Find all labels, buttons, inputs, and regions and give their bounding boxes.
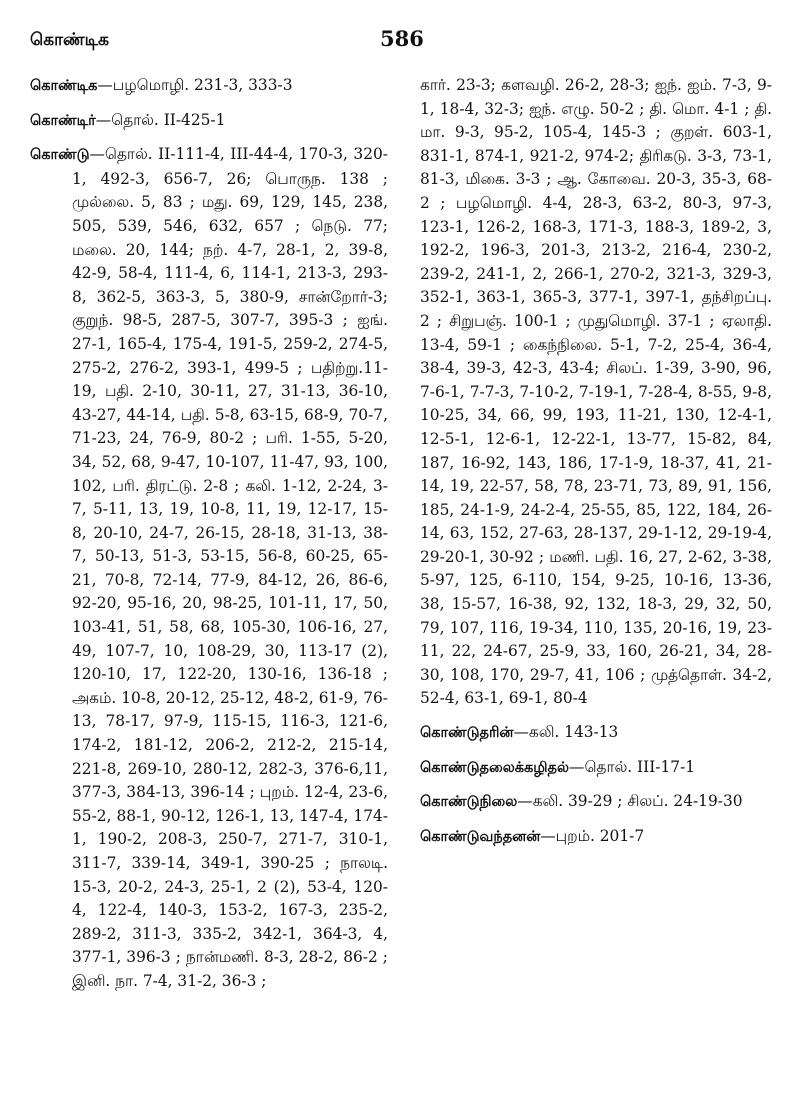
entry-dash: — bbox=[97, 76, 113, 94]
entry-references: தொல். II-111-4, III-44-4, 170-3, 320-1, 492-3, 656-7, 26; பொருந. 138 ; முல்லை. 5, 83 ; மது. 69, 129, 145, 238, 505, 539, 546, 632, 657 ; நெடு. 77; மலை. 20, 144; நற். 4-7, 28-1, 2, 39-8, 42-9, 58-4, 111-4, 6, 114-1, 213-3, 293-8, 362-5, 363-3, 5, 380-9, சான்றோர்-3; குறுந். 98-5, 287-5, 307-7, 395-3 ; ஐங். 27-1, 165-4, 175-4, 191-5, 259-2, 274-5, 275-2, 276-2, 393-1, 499-5 ; பதிற்று.11-19, பதி. 2-10, 30-11, 27, 31-13, 36-10, 43-27, 44-14, பதி. 5-8, 63-15, 68-9, 70-7, 71-23, 24, 76-9, 80-2 ; பரி. 1-55, 5-20, 34, 52, 68, 9-47, 10-107, 11-47, 93, 100, 102, பரி. திரட்டு. 2-8 ; கலி. 1-12, 2-24, 3-7, 5-11, 13, 19, 10-8, 11, 19, 12-17, 15-8, 20-10, 24-7, 26-15, 28-18, 31-13, 38-7, 50-13, 51-3, 53-15, 56-8, 60-25, 65-21, 70-8, 72-14, 77-9, 84-12, 26, 86-6, 92-20, 95-16, 20, 98-25, 101-11, 17, 50, 103-41, 51, 58, 68, 105-30, 106-16, 27, 49, 107-7, 10, 108-29, 30, 113-17 (2), 120-10, 17, 122-20, 130-16, 136-18 ; அகம். 10-8, 20-12, 25-12, 48-2, 61-9, 76-13, 78-17, 97-9, 115-15, 116-3, 121-6, 174-2, 181-12, 206-2, 212-2, 215-14, 221-8, 269-10, 280-12, 282-3, 376-6,11, 377-3, 384-13, 396-14 ; புறம். 12-4, 23-6, 55-2, 88-1, 90-12, 126-1, 13, 147-4, 174-1, 190-2, 208-3, 250-7, 271-7, 310-1, 311-7, 339-14, 349-1, 390-25 ; நாலடி. 15-3, 20-2, 24-3, 25-1, 2 (2), 53-4, 120-4, 122-4, 140-3, 153-2, 167-3, 235-2, 289-2, 311-3, 335-2, 342-1, 364-3, 4, 377-1, 396-3 ; நான்மணி. 8-3, 28-2, 86-2 ; இனி. நா. 7-4, 31-2, 36-3 ; bbox=[72, 145, 388, 990]
entry-dash: — bbox=[517, 792, 533, 811]
entry-dash: — bbox=[540, 826, 556, 845]
entry-dash: — bbox=[569, 757, 585, 776]
index-entry bbox=[420, 756, 772, 781]
entry-dash: — bbox=[513, 723, 529, 742]
running-head: கொண்டிக bbox=[30, 30, 110, 50]
entry-headword: கொண்டு bbox=[30, 147, 90, 164]
page-header bbox=[30, 26, 770, 60]
entry-headword: கொண்டிர் bbox=[30, 112, 96, 129]
entry-references: புறம். 201-7 bbox=[555, 826, 645, 845]
entry-dash: — bbox=[89, 145, 105, 164]
entry-references: கலி. 39-29 ; சிலப். 24-19-30 bbox=[532, 792, 743, 811]
index-entry bbox=[420, 721, 772, 746]
entry-headword: கொண்டிக bbox=[30, 78, 98, 94]
entry-headword: கொண்டுதலைக்கழிதல் bbox=[420, 759, 570, 776]
entry-references: கலி. 143-13 bbox=[528, 723, 619, 742]
index-entry bbox=[420, 790, 772, 815]
entry-references: கார். 23-3; களவழி. 26-2, 28-3; ஐந். ஐம். 7-3, 9-1, 18-4, 32-3; ஐந். எழு. 50-2 ; தி. மொ. 4-1 ; தி. மா. 9-3, 95-2, 105-4, 145-3 ; குறள். 603-1, 831-1, 874-1, 921-2, 974-2; திரிகடு. 3-3, 73-1, 81-3, மிகை. 3-3 ; ஆ. கோவை. 20-3, 35-3, 68-2 ; பழமொழி. 4-4, 28-3, 63-2, 80-3, 97-3, 123-1, 126-2, 168-3, 171-3, 188-3, 189-2, 3, 192-2, 196-3, 201-3, 213-2, 216-4, 230-2, 239-2, 241-1, 2, 266-1, 270-2, 321-3, 329-3, 352-1, 363-1, 365-3, 377-1, 397-1, தந்சிறப்பு. 2 ; சிறுபஞ். 100-1 ; முதுமொழி. 37-1 ; ஏலாதி. 13-4, 59-1 ; கைந்நிலை. 5-1, 7-2, 25-4, 36-4, 38-4, 39-3, 42-3, 43-4; சிலப். 1-39, 3-90, 96, 7-6-1, 7-7-3, 7-10-2, 7-19-1, 7-28-4, 8-55, 9-8, 10-25, 34, 66, 99, 193, 11-21, 130, 12-4-1, 12-5-1, 12-6-1, 12-22-1, 13-77, 15-82, 84, 187, 16-92, 143, 186, 17-1-9, 18-37, 41, 21-14, 19, 22-57, 58, 78, 23-71, 73, 89, 91, 156, 185, 24-1-9, 24-2-4, 25-55, 85, 122, 184, 26-14, 63, 152, 27-63, 28-137, 29-1-12, 29-19-4, 29-20-1, 30-92 ; மணி. பதி. 16, 27, 2-62, 3-38, 5-97, 125, 6-110, 154, 9-25, 10-16, 13-36, 38, 15-57, 16-38, 92, 132, 18-3, 29, 32, 50, 79, 107, 116, 19-34, 110, 135, 20-16, 19, 23-11, 22, 24-67, 25-9, 33, 160, 26-21, 34, 28-30, 108, 170, 29-7, 41, 106 ; முத்தொள். 34-2, 52-4, 63-1, 69-1, 80-4 bbox=[420, 76, 772, 708]
entry-headword: கொண்டுநிலை bbox=[420, 794, 518, 811]
entry-headword: கொண்டுவந்தனன் bbox=[420, 828, 541, 845]
index-entry-continuation bbox=[420, 74, 772, 711]
entry-references: தொல். II-425-1 bbox=[111, 110, 226, 129]
left-column bbox=[30, 74, 388, 1004]
entry-dash: — bbox=[95, 110, 112, 129]
index-entry bbox=[420, 825, 772, 850]
right-column bbox=[420, 74, 772, 859]
entry-references: பழமொழி. 231-3, 333-3 bbox=[112, 76, 293, 94]
index-entry bbox=[30, 74, 388, 99]
page-number: 586 bbox=[380, 26, 424, 51]
entry-references: தொல். III-17-1 bbox=[584, 757, 696, 776]
index-entry bbox=[30, 109, 388, 134]
entry-headword: கொண்டுதரின் bbox=[420, 725, 514, 742]
index-entry bbox=[30, 143, 388, 993]
